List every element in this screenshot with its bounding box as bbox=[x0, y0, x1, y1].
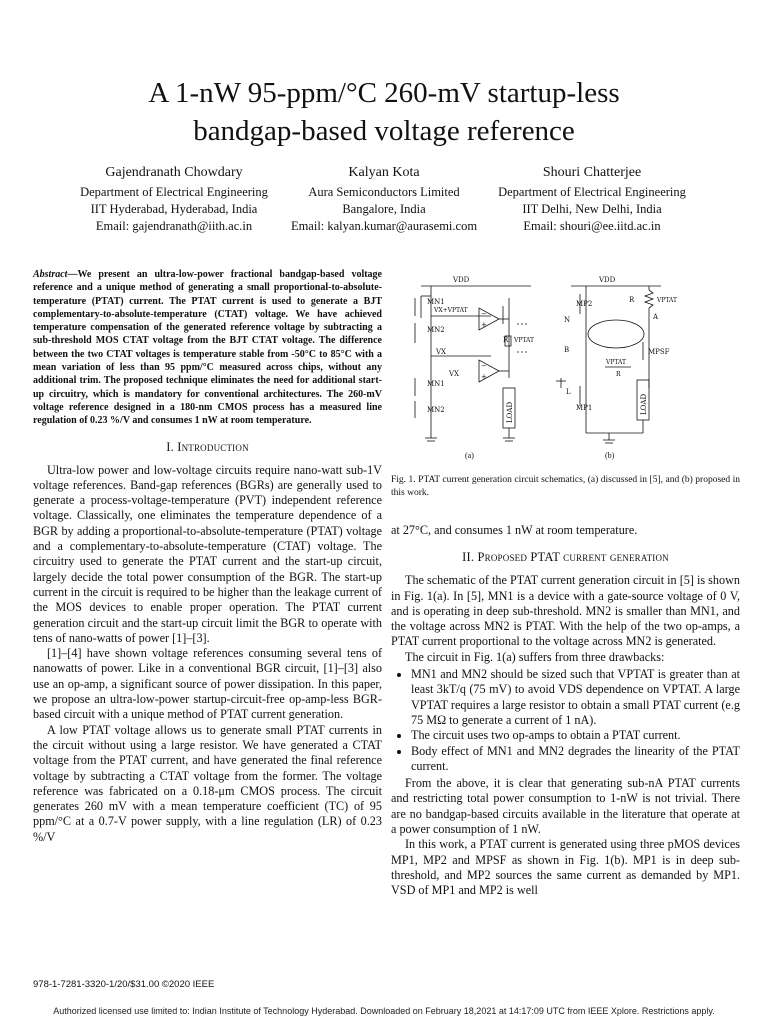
mp1-label: MP1 bbox=[576, 404, 593, 412]
vdd-a-label: VDD bbox=[453, 276, 470, 284]
mn1-top-label: MN1 bbox=[427, 298, 445, 306]
copyright-notice: 978-1-7281-3320-1/20/$31.00 ©2020 IEEE bbox=[33, 979, 215, 990]
intro-paragraph-3: A low PTAT voltage allows us to generate small PTAT currents in the circuit without using a large resistor. We have generated a CTAT voltage from the PTAT current, and have generated the final reference voltage by subtracting a CTAT voltage from the former. The voltage reference was fabricated on a 0.18-μm CMOS process. The circuit generates 260 mV with a mean temperature coefficient (TC) of 95 ppm/°C at a 0.7-V power supply, with a line regulation (LR) of 0.23 %/V bbox=[33, 722, 382, 844]
author-org: IIT Delhi, New Delhi, India bbox=[522, 202, 662, 216]
svg-text:−: − bbox=[481, 362, 487, 370]
load-b-label: LOAD bbox=[640, 393, 648, 415]
abstract bbox=[33, 268, 382, 428]
figure-1 bbox=[391, 268, 731, 468]
svg-text:+: + bbox=[481, 321, 487, 329]
section-2-paragraph-2: The circuit in Fig. 1(a) suffers from three drawbacks: bbox=[405, 649, 665, 664]
vx-vptat-label: VX+VPTAT bbox=[434, 307, 468, 314]
abstract-text: —We present an ultra-low-power fractional bandgap-based voltage reference and a unique method of generating a small proportional-to-absolute-temperature (PTAT) current. The PTAT current is used to generate a BJT complementary-to-absolute-temperature (CTAT) voltage. We have achieved temperature compensation of the generated reference voltage by subtracting a sub-threshold MOS CTAT voltage from the BJT CTAT voltage. The difference between the two CTAT voltages is temperature stable from -50°C to 85°C with a mean variation of less than 95 ppm/°C measured across chips, without any additional trim. The proposed technique eliminates the need for additional start-up circuitry, which is mandatory for conventional architectures. The 260-mV voltage reference designed in a 180-nm CMOS process has a measured line regulation of 0.23 %/V and consumes 1 nW at room temperature. bbox=[33, 269, 382, 427]
author-dept: Aura Semiconductors Limited bbox=[308, 185, 460, 199]
vptat-r-label: VPTAT bbox=[606, 359, 627, 366]
author-dept: Department of Electrical Engineering bbox=[80, 185, 268, 199]
drawback-list bbox=[391, 667, 740, 774]
intro-paragraph-2: [1]–[4] have shown voltage references consuming several tens of nanowatts of power. Like in a conventional BGR circuit, [1]–[3] also use an op-amp, a significant source of power dissipation. In this paper, we propose an ultra-low-power startup-circuit-free op-amp-less BGR-based circuit with a unique method of PTAT current generation. bbox=[33, 646, 382, 722]
author-dept: Department of Electrical Engineering bbox=[498, 185, 686, 199]
b-node-label: B bbox=[564, 346, 570, 354]
author-name: Kalyan Kota bbox=[348, 165, 420, 180]
vdd-b-label: VDD bbox=[599, 276, 616, 284]
author-block-1 bbox=[59, 164, 289, 235]
mpsf-label: MPSF bbox=[648, 348, 670, 356]
figure-caption: Fig. 1. PTAT current generation circuit schematics, (a) discussed in [5], and (b) proposed in this work. bbox=[391, 475, 740, 498]
a-node-label: A bbox=[653, 313, 659, 321]
mn2-bot-label: MN2 bbox=[427, 406, 445, 414]
section-2-paragraph-4: In this work, a PTAT current is generated using three pMOS devices MP1, MP2 and MPSF as shown in Fig. 1(b). MP1 is in deep sub-threshold, and MP2 sources the same current as demanded by MP1. VSD of MP1 and MP2 is well bbox=[391, 837, 740, 898]
list-item: • Body effect of MN1 and MN2 degrades the linearity of the PTAT current. bbox=[411, 744, 740, 775]
mp2-label: MP2 bbox=[576, 300, 593, 308]
schematic-b bbox=[556, 276, 677, 443]
paper-title bbox=[0, 74, 768, 150]
list-item: • The circuit uses two op-amps to obtain a PTAT current. bbox=[411, 728, 740, 743]
section-2-paragraph-1: The schematic of the PTAT current generation circuit in [5] is shown in Fig. 1(a). In [5], MN1 is a device with a gate-source voltage of 0 V, and is operating in deep sub-threshold. MN2 is smaller than MN1, and the voltage across MN2 is PTAT. With the help of the two op-amps, a PTAT current proportional to the voltage across MN2 is generated. bbox=[391, 573, 740, 649]
svg-text:+: + bbox=[481, 373, 487, 381]
circuit-schematic bbox=[391, 268, 731, 468]
r-a-label: R bbox=[503, 336, 509, 344]
vx-b-label: VX bbox=[449, 370, 460, 378]
abstract-label: Abstract bbox=[33, 269, 68, 280]
section-2-paragraph-3: From the above, it is clear that generating sub-nA PTAT currents and restricting total power consumption to 1-nW is not trivial. There are no bandgap-based circuits available in the literature that operate at a power consumption of 1 nW. bbox=[391, 776, 740, 837]
title-line-2: bandgap-based voltage reference bbox=[193, 115, 575, 147]
vptat-b-label: VPTAT bbox=[657, 297, 678, 304]
schematic-a bbox=[415, 276, 534, 441]
vx-a-label: VX bbox=[436, 348, 447, 356]
mn1-bot-label: MN1 bbox=[427, 380, 445, 388]
intro-continuation: at 27°C, and consumes 1 nW at room temperature. bbox=[391, 523, 638, 537]
r-b-label: R bbox=[629, 296, 635, 304]
author-name: Gajendranath Chowdary bbox=[105, 165, 243, 180]
right-column bbox=[391, 474, 740, 899]
left-column bbox=[33, 268, 382, 845]
author-org: Bangalore, India bbox=[342, 202, 426, 216]
l-node-label: L bbox=[566, 388, 571, 396]
n-node-label: N bbox=[564, 316, 571, 324]
author-email: Email: shouri@ee.iitd.ac.in bbox=[523, 219, 661, 233]
subfigure-b-label: (b) bbox=[605, 451, 615, 460]
author-block-2 bbox=[269, 164, 499, 235]
subfigure-a-label: (a) bbox=[465, 451, 474, 460]
author-email: Email: kalyan.kumar@aurasemi.com bbox=[290, 219, 478, 233]
author-org: IIT Hyderabad, Hyderabad, India bbox=[90, 202, 258, 216]
title-line-1: A 1-nW 95-ppm/°C 260-mV startup-less bbox=[148, 77, 620, 109]
author-name: Shouri Chatterjee bbox=[542, 165, 642, 180]
author-block-3 bbox=[477, 164, 707, 235]
svg-text:−: − bbox=[481, 310, 487, 318]
section-1-heading: I. Introduction bbox=[166, 439, 249, 454]
vptat-a-label: VPTAT bbox=[514, 337, 535, 344]
author-email: Email: gajendranath@iith.ac.in bbox=[95, 219, 253, 233]
r-div-label: R bbox=[616, 371, 621, 378]
license-notice: Authorized licensed use limited to: Indian Institute of Technology Hyderabad. Downloaded on February 18,2021 at 14:17:09 UTC from IEEE Xplore. Restrictions apply. bbox=[53, 1006, 715, 1016]
mn2-top-label: MN2 bbox=[427, 326, 445, 334]
load-a-label: LOAD bbox=[506, 401, 514, 423]
list-item: • MN1 and MN2 should be sized such that VPTAT is greater than at least 3kT/q (75 mV) to avoid VDS dependence on VPTAT. A large VPTAT requires a large resistor to obtain a small PTAT current (e.g 75 MΩ to generate a current of 1 nA). bbox=[411, 667, 740, 728]
intro-paragraph-1: Ultra-low power and low-voltage circuits require nano-watt sub-1V voltage references. Band-gap references (BGRs) are generally used to generate a process-voltage-temperature (PVT) independent reference voltage. Classically, one eliminates the temperature dependence of a BGR by adding a proportional-to-absolute-temperature (PTAT) voltage and a complementary-to-absolute-temperature (CTAT) voltage. The circuitry used to generate the PTAT current and the start-up circuit, largely decide the total power consumption of the BGR. The start-up current in the circuit is required to be higher than the leakage current of the MOS devices to enable proper operation. The PTAT current generation circuit and the start-up circuit limit the BGR to operate with tens of nano-watts of power [1]–[3]. bbox=[33, 462, 382, 645]
section-2-heading: II. Proposed PTAT current generation bbox=[462, 550, 669, 565]
